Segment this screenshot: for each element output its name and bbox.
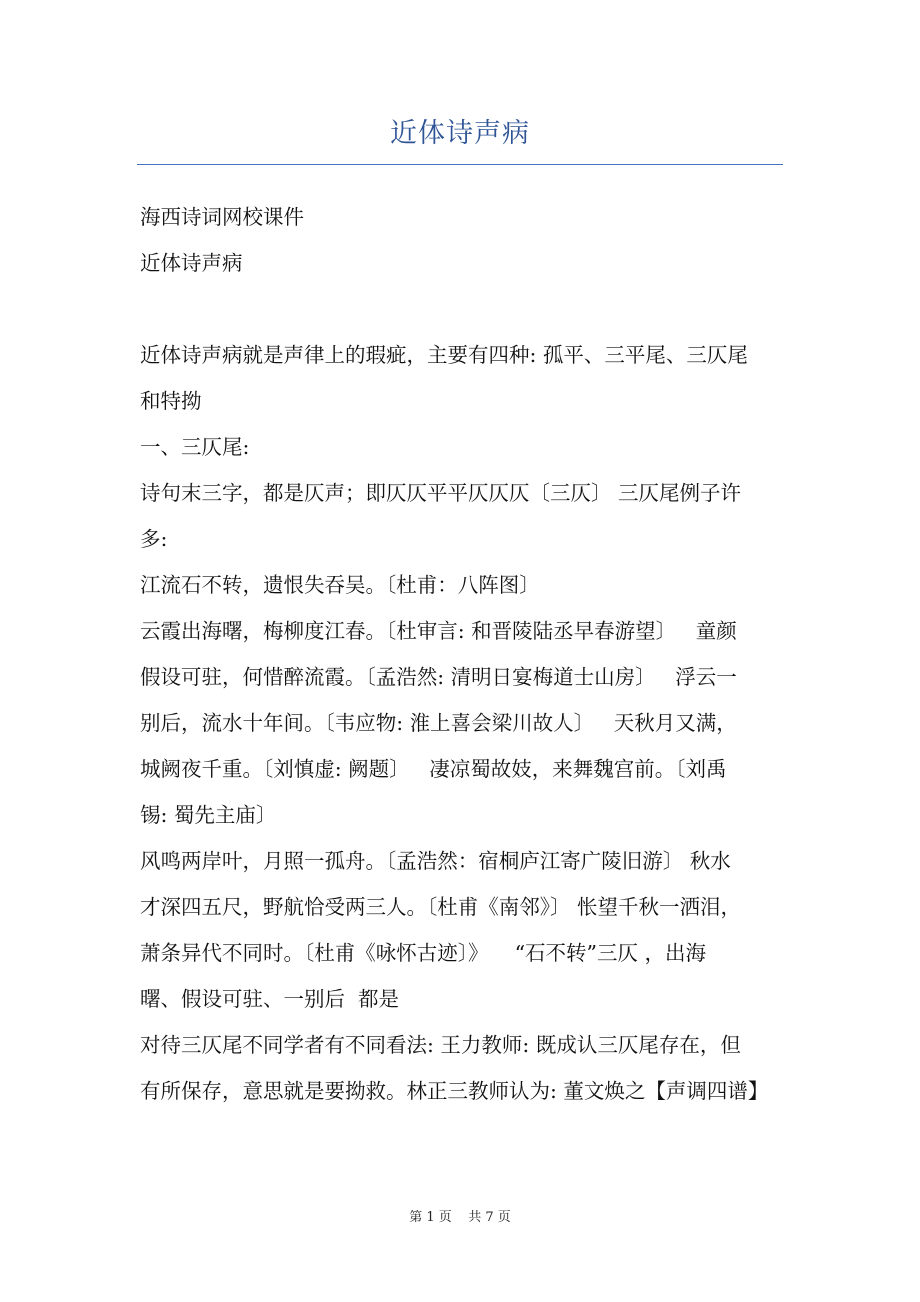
section-heading: 一、三仄尾: [140,435,250,459]
text-line: 江流石不转，遗恨失吞吴。〔杜甫：八阵图〕 [140,573,540,597]
text-line: 和特拗 [140,389,202,413]
text-line: 才深四五尺，野航恰受两三人。〔杜甫《南邻》〕 怅望千秋一洒泪， [140,895,742,919]
text-line: 曙、假设可驻、一别后 都是 [140,987,400,1011]
text-line: 别后，流水十年间。〔韦应物: 淮上喜会梁川故人〕 天秋月又满， [140,711,737,735]
text-line: 城阙夜千重。〔刘慎虚: 阙题〕 凄凉蜀故妓，来舞魏宫前。〔刘禹 [140,757,727,781]
page-number-footer: 第 1 页 共 7 页 [409,1210,511,1225]
text-line: 萧条异代不同时。〔杜甫《咏怀古迹〕》 “石不转”三仄 ，出海 [140,941,707,965]
lesson-title: 近体诗声病 [140,251,243,275]
text-line: 多: [140,527,168,551]
text-line: 诗句末三字，都是仄声；即仄仄平平仄仄仄〔三仄〕 三仄尾例子许 [140,481,742,505]
text-line: 对待三仄尾不同学者有不同看法: 王力教师: 既成认三仄尾存在，但 [140,1033,741,1057]
text-line: 云霞出海曙，梅柳度江春。〔杜审言: 和晋陵陆丞早春游望〕 童颜 [140,619,737,643]
text-line: 近体诗声病就是声律上的瑕疵，主要有四种: 孤平、三平尾、三仄尾 [140,343,748,367]
document-body [140,194,784,1114]
blank-line [140,286,784,332]
course-name: 海西诗词网校课件 [140,205,304,229]
title-underline [137,164,783,165]
text-line: 假设可驻，何惜醉流霞。〔孟浩然: 清明日宴梅道士山房〕 浮云一 [140,665,737,689]
page-title: 近体诗声病 [390,118,530,149]
text-line: 风鸣两岸叶，月照一孤舟。〔孟浩然：宿桐庐江寄广陵旧游〕 秋水 [140,849,731,873]
text-line: 锡: 蜀先主庙〕 [140,803,277,827]
text-line: 有所保存，意思就是要拗救。林正三教师认为: 董文焕之【声调四谱】 [140,1079,769,1103]
